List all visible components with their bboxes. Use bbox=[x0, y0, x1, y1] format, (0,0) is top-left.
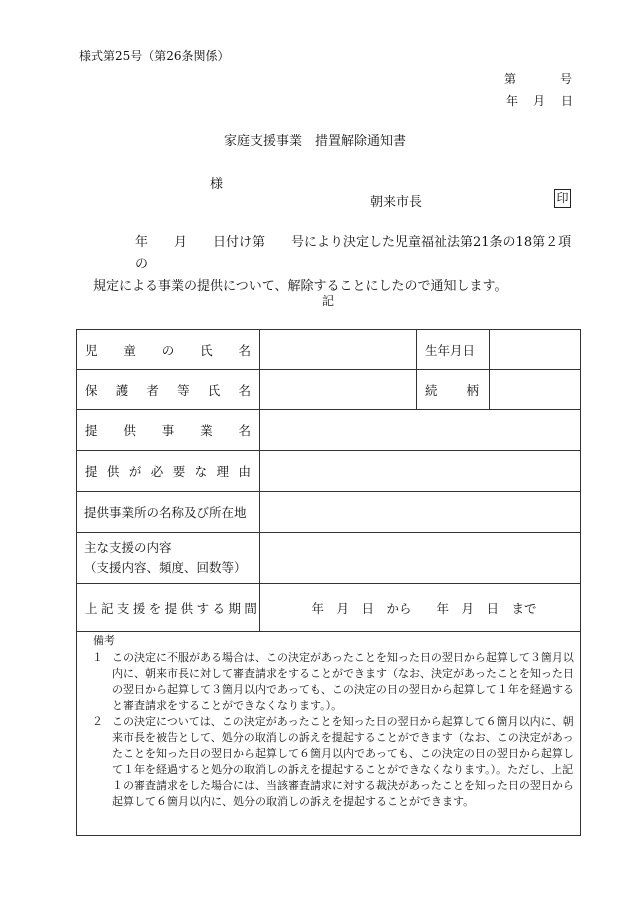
support-content-value[interactable] bbox=[260, 533, 581, 584]
label-char: 上 bbox=[85, 600, 98, 616]
notice-line-1: 年 月 日付け第 号により決定した児童福祉法第21条の18第２項の bbox=[135, 235, 572, 272]
label-char: 間 bbox=[244, 600, 257, 616]
label-char: 提 bbox=[85, 423, 98, 438]
seal-mark: 印 bbox=[554, 189, 571, 208]
label-char: 必 bbox=[150, 464, 164, 479]
note-1-text: この決定に不服がある場合は、この決定があったことを知った日の翌日から起算して３箇月以内に、朝来市長に対して審査請求をすることができます（なお、決定があったことを知った日の翌日から起算して３箇月以内であっても、この決定の日の翌日から起算して１年を経過すると審査請求をすることができなくなります。）。 bbox=[112, 651, 574, 712]
note-1 bbox=[92, 650, 577, 714]
label-char: 供 bbox=[180, 600, 194, 616]
label-char: 護 bbox=[115, 382, 129, 398]
label-char: 童 bbox=[123, 342, 136, 358]
notes-box bbox=[76, 630, 581, 836]
relationship-label bbox=[417, 370, 490, 410]
details-table bbox=[76, 329, 581, 632]
birthdate-value[interactable] bbox=[490, 330, 581, 370]
date-year: 年 bbox=[506, 94, 519, 108]
recipient-suffix: 様 bbox=[210, 177, 224, 192]
support-content-line-2: （支援内容、頻度、回数等） bbox=[84, 560, 247, 575]
label-char: 柄 bbox=[466, 382, 479, 398]
label-char: の bbox=[161, 342, 175, 358]
label-char: な bbox=[194, 464, 208, 479]
label-char: 名 bbox=[238, 342, 251, 358]
label-char: 支 bbox=[116, 600, 130, 616]
child-name-value[interactable] bbox=[260, 330, 417, 370]
ki-marker: 記 bbox=[322, 294, 335, 308]
relationship-value[interactable] bbox=[490, 370, 581, 410]
support-content-label bbox=[77, 533, 260, 584]
period-label bbox=[77, 584, 260, 632]
label-char: 提 bbox=[85, 464, 98, 479]
label-char: 続 bbox=[425, 382, 438, 398]
birthdate-label: 生年月日 bbox=[417, 330, 490, 370]
label-char: 理 bbox=[216, 464, 230, 479]
service-name-value[interactable] bbox=[260, 410, 581, 451]
note-1-number: １ bbox=[92, 651, 103, 664]
guardian-name-value[interactable] bbox=[260, 370, 417, 410]
label-char: 氏 bbox=[207, 382, 221, 398]
label-char: が bbox=[128, 464, 142, 479]
label-char: 供 bbox=[123, 423, 136, 438]
label-char: 提 bbox=[164, 600, 178, 616]
label-char: 等 bbox=[177, 382, 190, 398]
label-char: す bbox=[196, 600, 210, 616]
service-name-label bbox=[77, 410, 260, 451]
label-char: 名 bbox=[238, 423, 251, 438]
label-char: 名 bbox=[238, 382, 251, 398]
notice-body bbox=[93, 232, 583, 298]
office-label: 提供事業所の名称及び所在地 bbox=[77, 492, 260, 533]
label-char: を bbox=[148, 600, 162, 616]
support-content-line-1: 主な支援の内容 bbox=[84, 540, 172, 555]
label-char: る bbox=[212, 600, 226, 616]
label-char: 要 bbox=[172, 464, 186, 479]
child-name-label bbox=[77, 330, 260, 370]
reason-value[interactable] bbox=[260, 451, 581, 492]
label-char: 援 bbox=[132, 600, 146, 616]
date-month: 月 bbox=[533, 94, 546, 108]
reason-label bbox=[77, 451, 260, 492]
date-day: 日 bbox=[561, 94, 574, 108]
office-value[interactable] bbox=[260, 492, 581, 533]
label-char: 事 bbox=[161, 423, 175, 438]
label-char: 者 bbox=[146, 382, 159, 398]
label-char: 供 bbox=[106, 464, 120, 479]
period-value[interactable]: 年 月 日 から 年 月 日 まで bbox=[260, 584, 581, 632]
guardian-name-label bbox=[77, 370, 260, 410]
label-char: 保 bbox=[85, 382, 98, 398]
notice-line-2: 規定による事業の提供について、解除することにしたので通知します。 bbox=[93, 279, 508, 294]
note-2-text: この決定については、この決定があったことを知った日の翌日から起算して６箇月以内に、朝来市長を被告として、処分の取消しの訴えを提起することができます（なお、この決定があったことを知った日の翌日から起算して６箇月以内であっても、この決定の日の翌日から起算して１年を経過すると処分の取消しの訴えを提起することができなくなります。）。ただし、上記１の審査請求をした場合には、当該審査請求に対する裁決があったことを知った日の翌日から起算して６箇月以内に、処分の取消しの訴えを提起することができます。 bbox=[112, 715, 574, 808]
number-suffix: 号 bbox=[560, 72, 573, 86]
label-char: 期 bbox=[228, 600, 241, 616]
note-2-number: ２ bbox=[92, 715, 103, 728]
issuer-name: 朝来市長 bbox=[370, 195, 423, 210]
form-number: 様式第25号（第26条関係） bbox=[79, 49, 230, 63]
document-title: 家庭支援事業 措置解除通知書 bbox=[223, 134, 406, 149]
number-label: 第 bbox=[504, 72, 517, 86]
label-char: 氏 bbox=[200, 342, 213, 358]
note-2 bbox=[92, 714, 577, 810]
label-char: 記 bbox=[100, 600, 114, 616]
label-char: 由 bbox=[238, 464, 251, 479]
label-char: 業 bbox=[200, 423, 213, 438]
label-char: 児 bbox=[85, 342, 98, 358]
notes-heading: 備考 bbox=[93, 634, 115, 647]
